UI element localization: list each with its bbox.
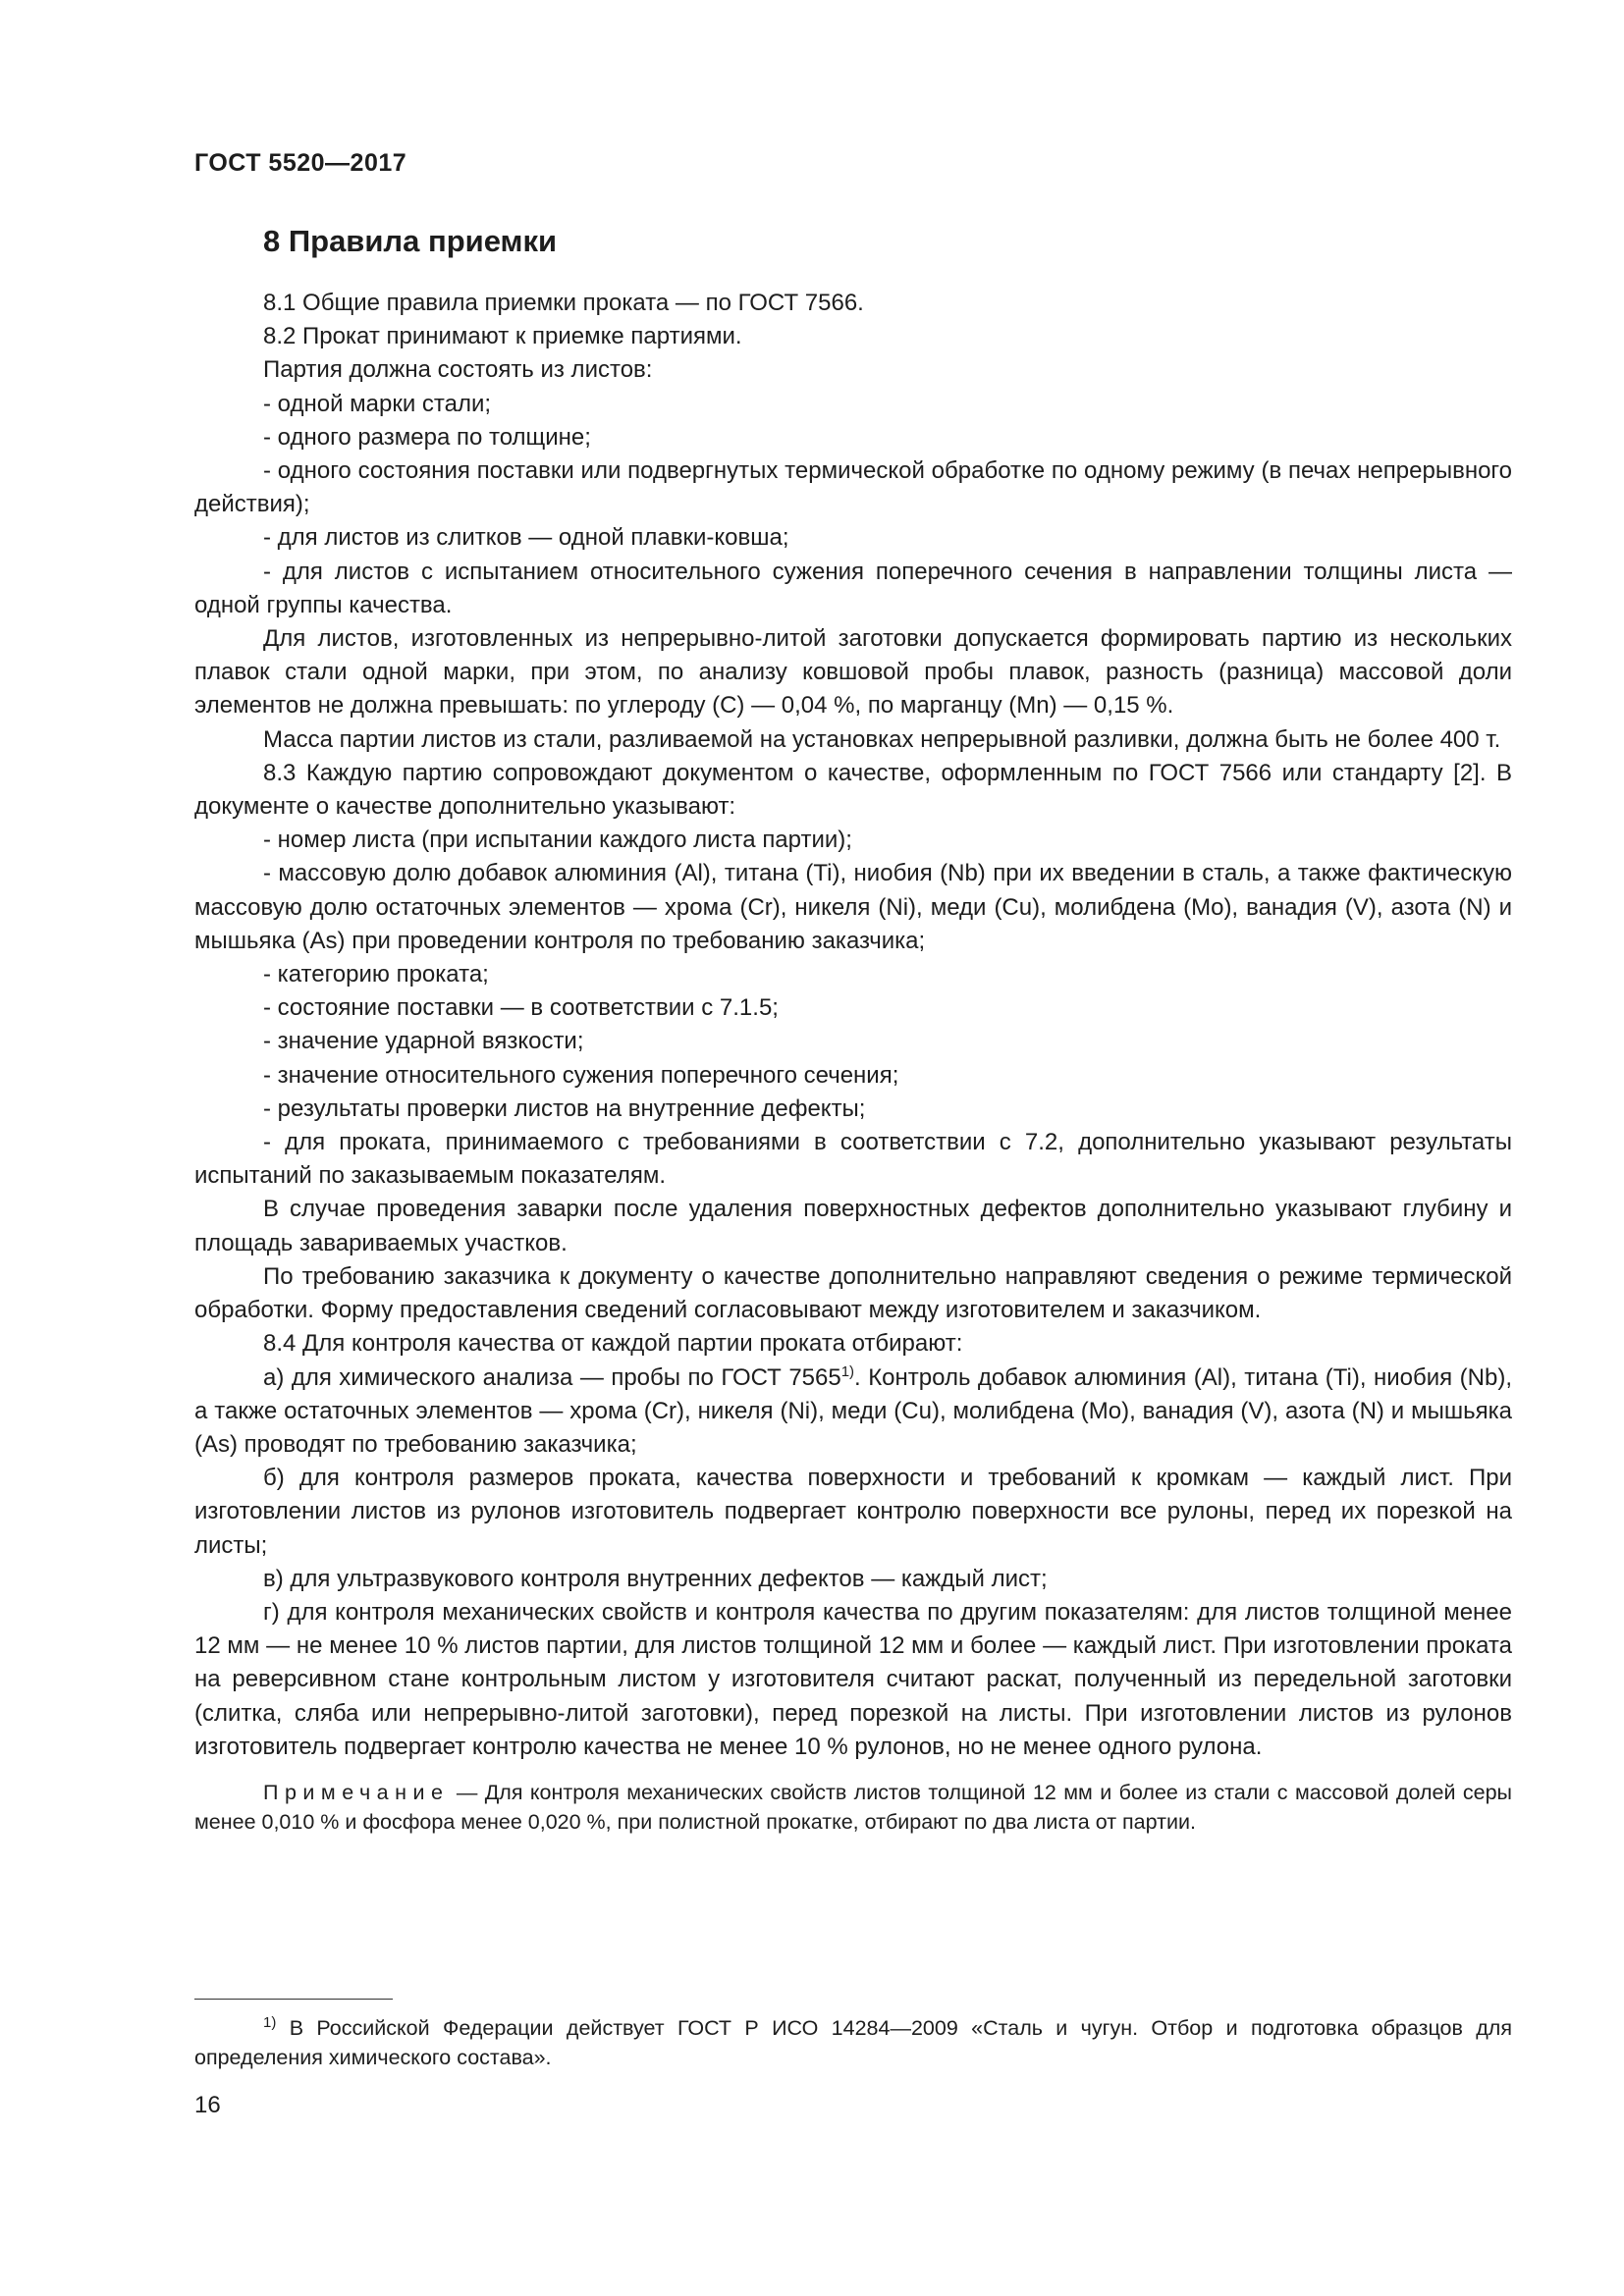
list-item: - одного размера по толщине; — [263, 423, 591, 451]
note-label: Примечание — [263, 1780, 450, 1804]
list-item: - для листов из слитков — одной плавки-ковша; — [263, 524, 789, 552]
paragraph: 8.2 Прокат принимают к приемке партиями. — [263, 323, 742, 350]
paragraph: По требованию заказчика к документу о качестве дополнительно направляют сведения о режиме термической обработки. Форму предоставления сведений согласовывают между изготовителем и заказчиком. — [194, 1262, 1512, 1324]
list-item: - значение относительного сужения поперечного сечения; — [263, 1061, 899, 1089]
list-item: - результаты проверки листов на внутренние дефекты; — [263, 1095, 866, 1122]
list-item: - одной марки стали; — [263, 390, 492, 417]
paragraph: Для листов, изготовленных из непрерывно-литой заготовки допускается формировать партию из нескольких плавок стали одной марки, при этом, по анализу ковшовой пробы плавок, разность (разница) массовой доли элементов не должна превышать: по углероду (С) — 0,04 %, по марганцу (Mn) — 0,15 %. — [194, 625, 1512, 720]
note — [194, 1778, 1512, 1837]
list-item: - значение ударной вязкости; — [263, 1028, 584, 1055]
list-item: - для проката, принимаемого с требованиями в соответствии с 7.2, дополнительно указывают результаты испытаний по заказываемым показателям. — [194, 1129, 1512, 1190]
paragraph: Партия должна состоять из листов: — [263, 356, 653, 384]
footnote-marker: 1) — [263, 2013, 277, 2031]
document-header-code: ГОСТ 5520—2017 — [194, 149, 407, 177]
list-item-a — [194, 1362, 1512, 1463]
list-item: - состояние поставки — в соответствии с 7.1.5; — [263, 994, 779, 1022]
footnote-text: В Российской Федерации действует ГОСТ Р ИСО 14284—2009 «Сталь и чугун. Отбор и подготовка образцов для определения химического состава». — [194, 2016, 1512, 2069]
note-text: — Для контроля механических свойств листов толщиной 12 мм и более из стали с массовой долей серы менее 0,010 % и фосфора менее 0,020 %, при полистной прокатке, отбирают по два листа от партии. — [194, 1780, 1512, 1834]
paragraph: 8.3 Каждую партию сопровождают документом о качестве, оформленным по ГОСТ 7566 или стандарту [2]. В документе о качестве дополнительно указывают: — [194, 759, 1512, 821]
footnote — [194, 2013, 1512, 2072]
list-item: - номер листа (при испытании каждого листа партии); — [263, 827, 852, 854]
list-item: - массовую долю добавок алюминия (Al), титана (Ti), ниобия (Nb) при их введении в сталь, а также фактическую массовую долю остаточных элементов — хрома (Cr), никеля (Ni), меди (Cu), молибдена (Mo), ванадия (V), азота (N) и мышьяка (As) при проведении контроля по требованию заказчика; — [194, 860, 1512, 954]
paragraph: В случае проведения заварки после удаления поверхностных дефектов дополнительно указывают глубину и площадь завариваемых участков. — [194, 1196, 1512, 1256]
list-item-g: г) для контроля механических свойств и контроля качества по другим показателям: для листов толщиной менее 12 мм — не менее 10 % листов партии, для листов толщиной 12 мм и более — каждый лист. При изготовлении проката на реверсивном стане контрольным листом у изготовителя считают раскат, полученный из передельной заготовки (слитка, сляба или непрерывно-литой заготовки), перед порезкой на листы. При изготовлении листов из рулонов изготовитель подвергает контролю качества не менее 10 % рулонов, но не менее одного рулона. — [194, 1598, 1512, 1760]
paragraph: 8.4 Для контроля качества от каждой партии проката отбирают: — [263, 1330, 963, 1358]
list-item: - для листов с испытанием относительного сужения поперечного сечения в направлении толщины листа — одной группы качества. — [194, 558, 1512, 618]
footnote-divider — [194, 1999, 393, 2000]
list-item-b: б) для контроля размеров проката, качества поверхности и требований к кромкам — каждый лист. При изготовлении листов из рулонов изготовитель подвергает контролю поверхности все рулоны, перед их порезкой на листы; — [194, 1465, 1512, 1559]
footnote-reference: 1) — [840, 1362, 855, 1380]
item-a-text-end: . Контроль добавок алюминия (Al), титана (Ti), ниобия (Nb), а также остаточных элементов — хрома (Cr), никеля (Ni), меди (Cu), молибдена (Mo), ванадия (V), азота (N) и мышьяка (As) проводят по требованию заказчика; — [194, 1363, 1512, 1458]
section-title: 8 Правила приемки — [263, 224, 558, 258]
paragraph: 8.1 Общие правила приемки проката — по ГОСТ 7566. — [263, 290, 864, 316]
list-item-v: в) для ультразвукового контроля внутренних дефектов — каждый лист; — [263, 1565, 1048, 1592]
page-number: 16 — [194, 2092, 221, 2118]
paragraph: Масса партии листов из стали, разливаемой на установках непрерывной разливки, должна быть не более 400 т. — [263, 725, 1501, 753]
item-a-text-start: а) для химического анализа — пробы по ГОСТ 7565 — [263, 1363, 841, 1391]
list-item: - категорию проката; — [263, 961, 489, 988]
list-item: - одного состояния поставки или подвергнутых термической обработке по одному режиму (в печах непрерывного действия); — [194, 457, 1512, 518]
section-body — [194, 287, 1512, 1837]
